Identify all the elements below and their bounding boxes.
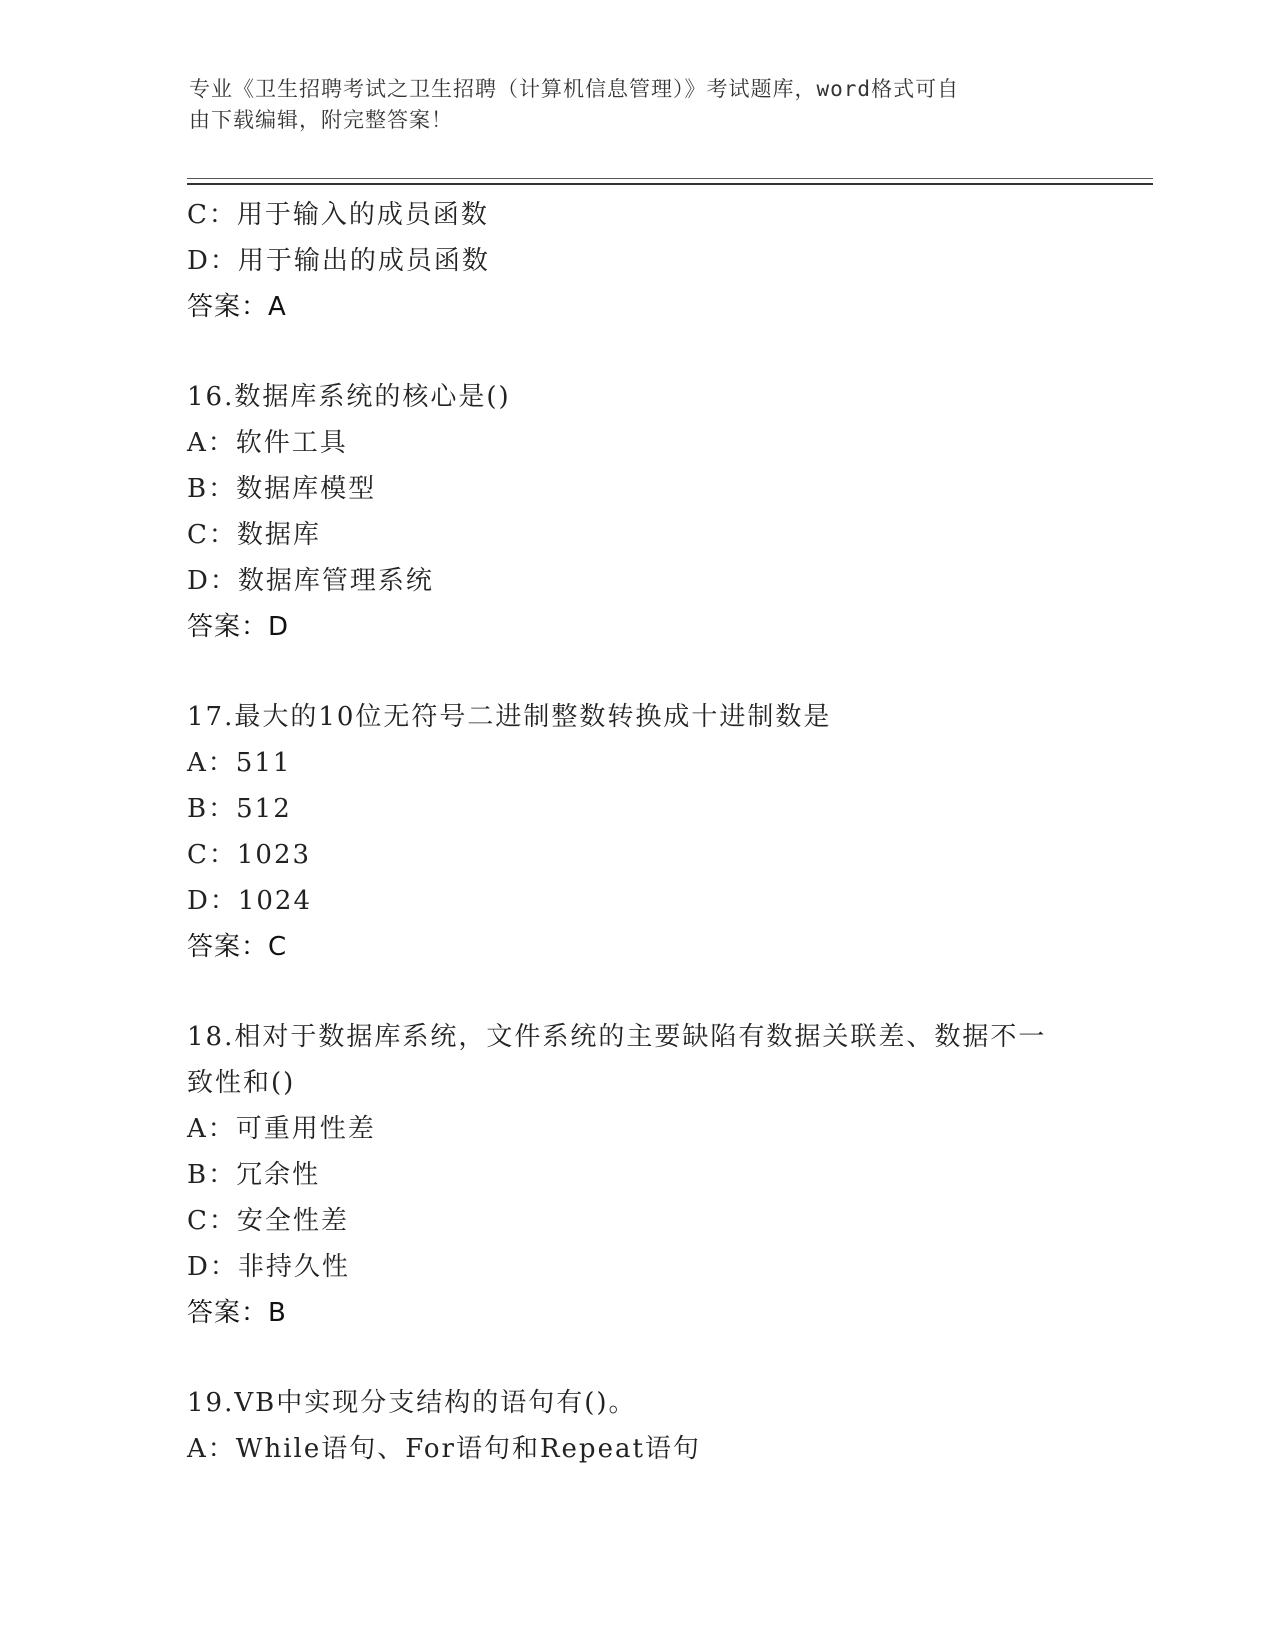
- option-a: A：可重用性差: [187, 1114, 376, 1144]
- option-c: C：1023: [187, 840, 312, 870]
- option-a: A：511: [187, 748, 292, 778]
- header-line-1: 专业《卫生招聘考试之卫生招聘（计算机信息管理）》考试题库，word格式可自: [189, 77, 960, 101]
- option-b: B：冗余性: [187, 1160, 321, 1190]
- option-d: D：数据库管理系统: [187, 566, 434, 596]
- option-a: A：While语句、For语句和Repeat语句: [187, 1434, 701, 1464]
- answer: 答案：B: [187, 1298, 287, 1328]
- header-line-2: 由下载编辑，附完整答案！: [189, 108, 453, 132]
- question-stem-line-1: 18.相对于数据库系统，文件系统的主要缺陷有数据关联差、数据不一: [187, 1022, 1047, 1052]
- question-stem: 16.数据库系统的核心是(): [187, 382, 511, 412]
- option-c: C：安全性差: [187, 1206, 349, 1236]
- question-18: [187, 1014, 1087, 1336]
- option-c: C：用于输入的成员函数: [187, 200, 489, 230]
- header-divider-thin: [187, 178, 1153, 179]
- option-d: D：1024: [187, 886, 313, 916]
- option-d: D：用于输出的成员函数: [187, 246, 490, 276]
- option-b: B：512: [187, 794, 292, 824]
- option-d: D：非持久性: [187, 1252, 350, 1282]
- question-19: [187, 1380, 1087, 1472]
- question-stem: 17.最大的10位无符号二进制整数转换成十进制数是: [187, 702, 832, 732]
- document-header: [189, 74, 1069, 136]
- answer: 答案：D: [187, 612, 290, 642]
- option-b: B：数据库模型: [187, 474, 377, 504]
- question-list: [187, 192, 1087, 1472]
- question-stem: 19.VB中实现分支结构的语句有()。: [187, 1388, 637, 1418]
- header-divider-thick: [187, 183, 1153, 185]
- option-c: C：数据库: [187, 520, 321, 550]
- option-a: A：软件工具: [187, 428, 348, 458]
- question-16: [187, 374, 1087, 650]
- answer: 答案：A: [187, 292, 287, 322]
- question-stem-line-2: 致性和(): [187, 1068, 296, 1098]
- question-17: [187, 694, 1087, 970]
- answer: 答案：C: [187, 932, 288, 962]
